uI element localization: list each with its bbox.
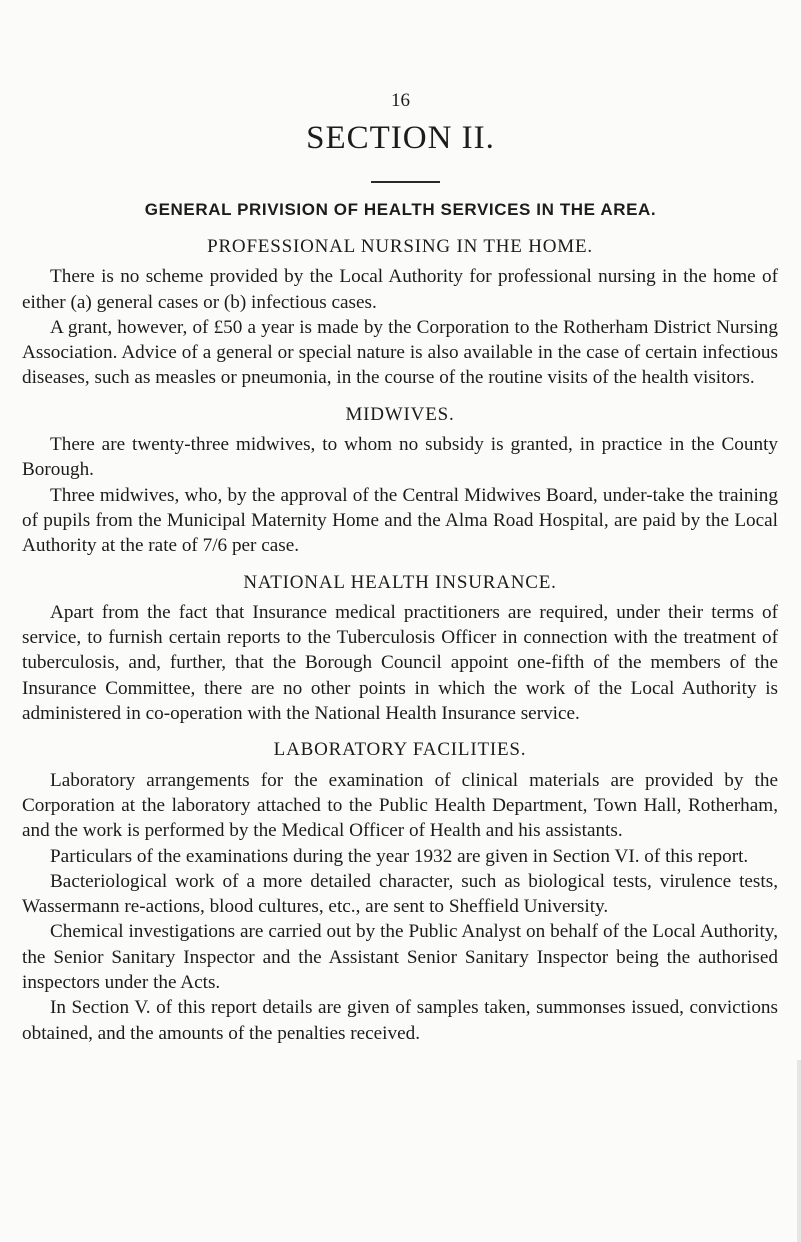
- paragraph: Chemical investigations are carried out by the Public Analyst on behalf of the Local Authority, the Senior Sanitary Inspector and the Assistant Senior Sanitary Inspector being the authorised inspectors under the Acts.: [22, 921, 778, 994]
- paragraph: In Section V. of this report details are given of samples taken, summonses issued, convictions obtained, and the amounts of the penalties received.: [22, 997, 778, 1044]
- paragraph: Bacteriological work of a more detailed character, such as biological tests, virulence tests, Wassermann re-actions, blood cultures, etc., are sent to Sheffield University.: [22, 870, 778, 918]
- section-heading: MIDWIVES.: [345, 403, 455, 425]
- section-title: SECTION II.: [306, 120, 495, 156]
- section-heading: PROFESSIONAL NURSING IN THE HOME.: [207, 236, 593, 257]
- paragraph: There are twenty-three midwives, to whom no subsidy is granted, in practice in the County Borough.: [22, 434, 778, 481]
- section-laboratory-facilities: [22, 737, 778, 1046]
- section-heading: NATIONAL HEALTH INSURANCE.: [243, 571, 557, 593]
- section-heading: LABORATORY FACILITIES.: [273, 739, 527, 761]
- title-rule: [371, 181, 440, 183]
- paragraph: Particulars of the examinations during the year 1932 are given in Section VI. of this report.: [50, 845, 749, 867]
- main-heading: GENERAL PRIVISION OF HEALTH SERVICES IN THE AREA.: [144, 200, 657, 219]
- paragraph: There is no scheme provided by the Local Authority for professional nursing in the home of either (a) general cases or (b) infectious cases.: [22, 266, 778, 313]
- document-body: [22, 234, 778, 1046]
- paragraph: Apart from the fact that Insurance medical practitioners are required, under their terms of service, to furnish certain reports to the Tuberculosis Officer in connection with the treatment of tuberculosis, and, further, that the Borough Council appoint one-fifth of the members of the Insurance Committee, there are no other points in which the work of the Local Authority is administered in co-operation with the National Health Insurance service.: [22, 601, 778, 725]
- section-professional-nursing: [22, 234, 778, 391]
- paragraph: Laboratory arrangements for the examination of clinical materials are provided by the Corporation at the laboratory attached to the Public Health Department, Town Hall, Rotherham, and the work is performed by the Medical Officer of Health and his assistants.: [22, 769, 778, 842]
- page-number: 16: [391, 90, 410, 111]
- section-midwives: [22, 402, 778, 559]
- paragraph: Three midwives, who, by the approval of the Central Midwives Board, under-take the training of pupils from the Municipal Maternity Home and the Alma Road Hospital, are paid by the Local Authority at the rate of 7/6 per case.: [22, 484, 778, 557]
- section-national-health-insurance: [22, 570, 778, 727]
- paragraph: A grant, however, of £50 a year is made by the Corporation to the Rotherham District Nursing Association. Advice of a general or special nature is also available in the case of certain infectious diseases, such as measles or pneumonia, in the course of the routine visits of the health visitors.: [22, 316, 778, 389]
- page-edge-shadow: [797, 1060, 801, 1242]
